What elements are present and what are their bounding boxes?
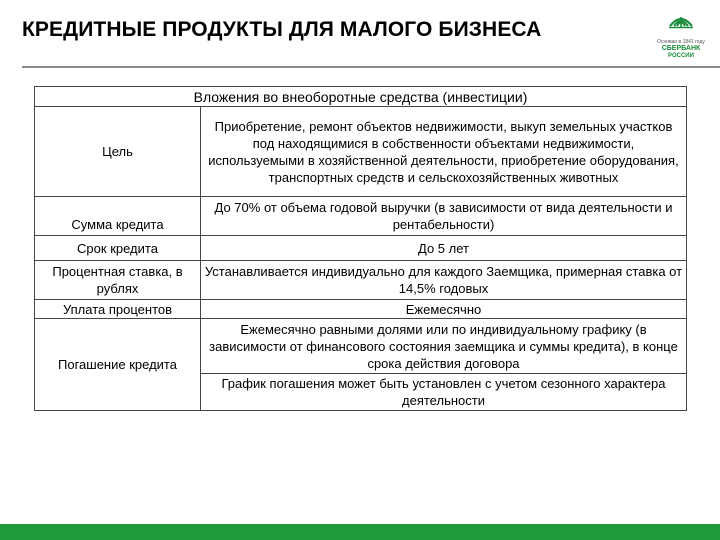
logo-subtitle: РОССИИ <box>668 53 694 59</box>
label-term: Срок кредита <box>35 236 201 261</box>
title-divider <box>22 66 720 68</box>
value-interest: Ежемесячно <box>201 300 687 319</box>
table-header: Вложения во внеоборотные средства (инвестиции) <box>35 87 687 107</box>
slide-title: КРЕДИТНЫЕ ПРОДУКТЫ ДЛЯ МАЛОГО БИЗНЕСА <box>22 18 542 41</box>
label-interest: Уплата процентов <box>35 300 201 319</box>
table-row-interest <box>35 300 687 319</box>
value-amount: До 70% от объема годовой выручки (в зависимости от вида деятельности и рентабельности) <box>201 197 687 236</box>
table-row-repayment <box>35 319 687 374</box>
credit-terms-table <box>34 86 687 411</box>
value-term: До 5 лет <box>201 236 687 261</box>
label-rate: Процентная ставка, в рублях <box>35 261 201 300</box>
value-purpose: Приобретение, ремонт объектов недвижимости, выкуп земельных участков под находящимися в собственности объектами недвижимости, используемыми в хозяйственной деятельности, приобретение оборудования, транспортных средств и сельскохозяйственных животных <box>201 107 687 197</box>
label-repayment: Погашение кредита <box>35 319 201 411</box>
table-row-term <box>35 236 687 261</box>
sberbank-logo <box>650 10 712 66</box>
table-header-row <box>35 87 687 107</box>
table-row-purpose <box>35 107 687 197</box>
footer-accent-bar <box>0 524 720 540</box>
label-purpose: Цель <box>35 107 201 197</box>
label-amount: Сумма кредита <box>35 197 201 236</box>
table-row-rate <box>35 261 687 300</box>
value-rate: Устанавливается индивидуально для каждого Заемщика, примерная ставка от 14,5% годовых <box>201 261 687 300</box>
logo-name: СБЕРБАНК <box>661 45 701 52</box>
logo-founded-text: Основан в 1841 году <box>657 39 705 45</box>
value-repayment-1: Ежемесячно равными долями или по индивидуальному графику (в зависимости от финансового состояния заемщика и суммы кредита), в конце срока действия договора <box>201 319 687 374</box>
value-repayment-2: График погашения может быть установлен с учетом сезонного характера деятельности <box>201 374 687 411</box>
sberbank-emblem-icon <box>666 10 696 30</box>
table-row-amount <box>35 197 687 236</box>
